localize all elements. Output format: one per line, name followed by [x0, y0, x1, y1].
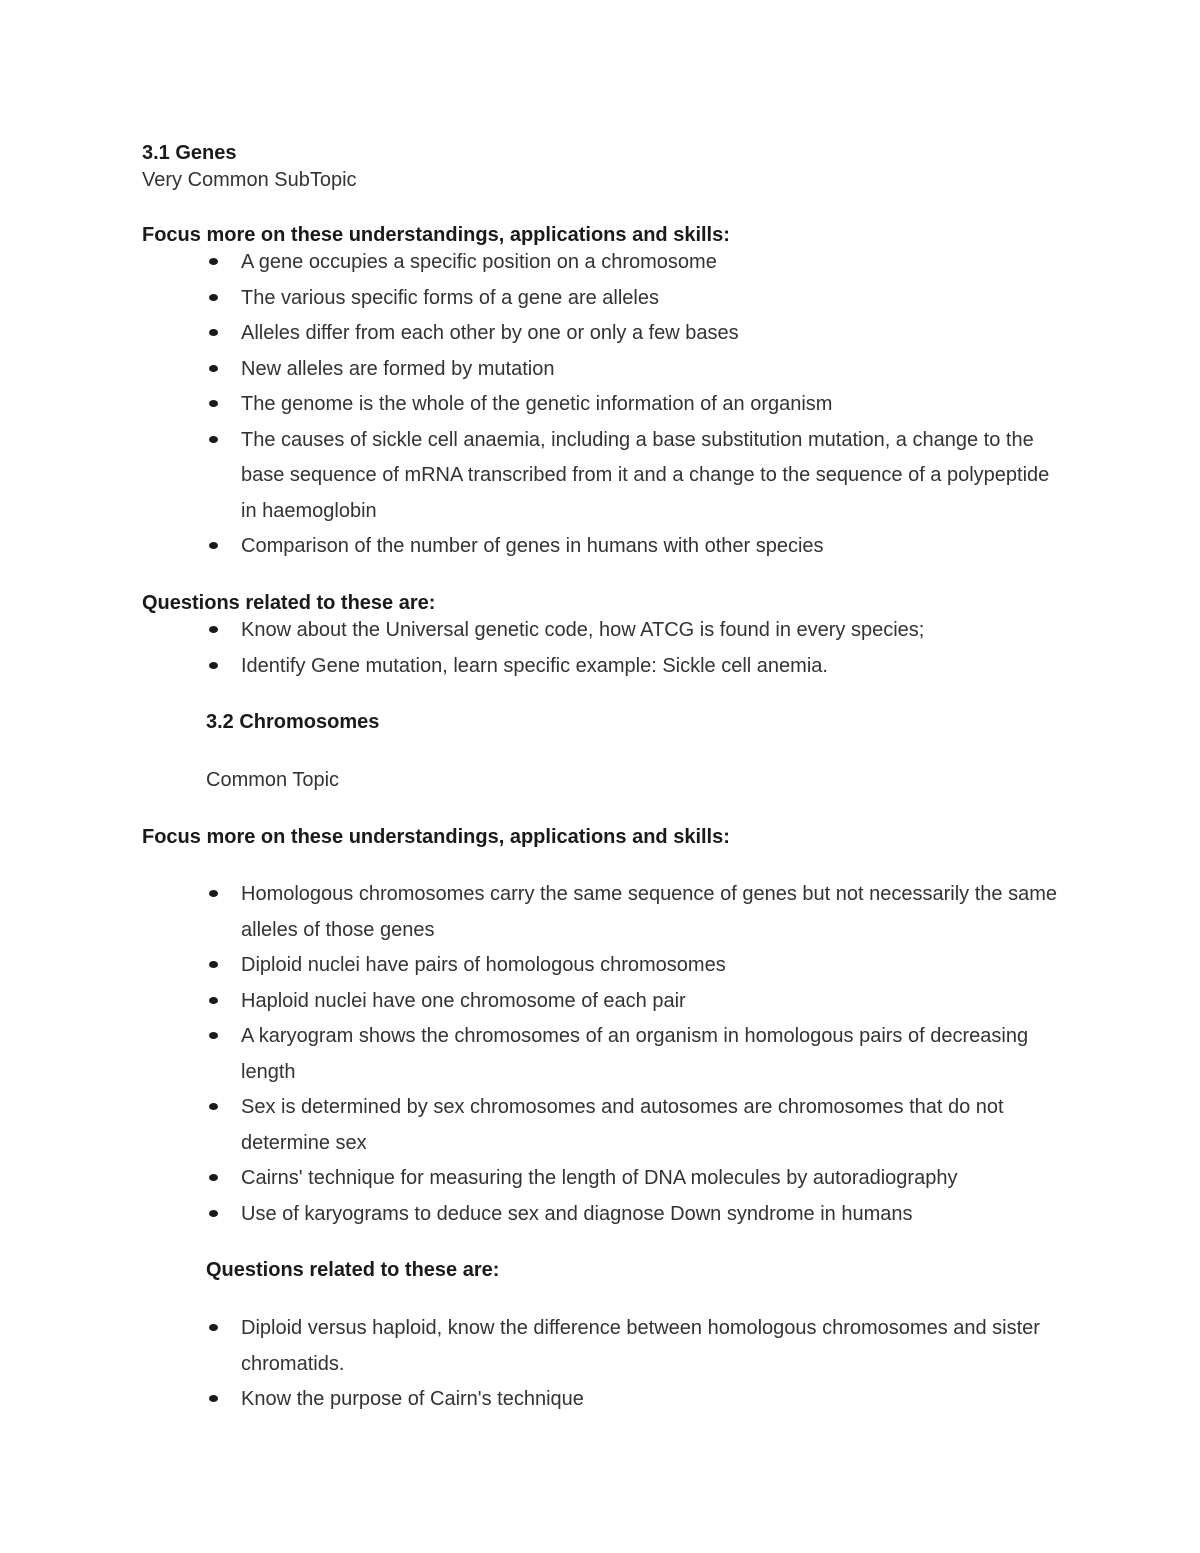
- focus-heading-genes: Focus more on these understandings, applications and skills:: [142, 224, 730, 246]
- list-item: Cairns' technique for measuring the length of DNA molecules by autoradiography: [206, 1161, 1066, 1197]
- section-title-genes: 3.1 Genes: [142, 142, 237, 164]
- list-item: Identify Gene mutation, learn specific example: Sickle cell anemia.: [206, 649, 1066, 685]
- list-item: Homologous chromosomes carry the same sequence of genes but not necessarily the same alleles of those genes: [206, 877, 1066, 948]
- bullet-icon: [209, 890, 218, 897]
- bullet-icon: [209, 436, 218, 443]
- questions-heading-genes: Questions related to these are:: [142, 592, 436, 614]
- bullet-icon: [209, 329, 218, 336]
- list-item: The various specific forms of a gene are alleles: [206, 281, 1066, 317]
- bullet-icon: [209, 1324, 218, 1331]
- list-item: Sex is determined by sex chromosomes and autosomes are chromosomes that do not determine sex: [206, 1090, 1066, 1161]
- focus-heading-chromosomes: Focus more on these understandings, applications and skills:: [142, 826, 730, 848]
- bullet-icon: [209, 662, 218, 669]
- bullet-icon: [209, 626, 218, 633]
- list-item: Know the purpose of Cairn's technique: [206, 1382, 1066, 1418]
- list-item: New alleles are formed by mutation: [206, 352, 1066, 388]
- bullet-icon: [209, 258, 218, 265]
- section-subtitle-chromosomes: Common Topic: [206, 769, 340, 791]
- list-item: Diploid versus haploid, know the difference between homologous chromosomes and sister chromatids.: [206, 1311, 1066, 1382]
- list-item: Diploid nuclei have pairs of homologous chromosomes: [206, 948, 1066, 984]
- focus-list-genes: [206, 245, 1066, 565]
- bullet-icon: [209, 1210, 218, 1217]
- bullet-icon: [209, 1032, 218, 1039]
- section-subtitle-genes: Very Common SubTopic: [142, 169, 357, 191]
- list-item: The genome is the whole of the genetic information of an organism: [206, 387, 1066, 423]
- questions-heading-chromosomes: Questions related to these are:: [206, 1259, 500, 1281]
- list-item: Alleles differ from each other by one or only a few bases: [206, 316, 1066, 352]
- focus-list-chromosomes: [206, 877, 1066, 1232]
- list-item: Comparison of the number of genes in humans with other species: [206, 529, 1066, 565]
- bullet-icon: [209, 1103, 218, 1110]
- bullet-icon: [209, 400, 218, 407]
- list-item: Haploid nuclei have one chromosome of each pair: [206, 984, 1066, 1020]
- section-title-chromosomes: 3.2 Chromosomes: [206, 711, 380, 733]
- bullet-icon: [209, 542, 218, 549]
- list-item: A karyogram shows the chromosomes of an organism in homologous pairs of decreasing length: [206, 1019, 1066, 1090]
- bullet-icon: [209, 1395, 218, 1402]
- bullet-icon: [209, 1174, 218, 1181]
- list-item: A gene occupies a specific position on a chromosome: [206, 245, 1066, 281]
- bullet-icon: [209, 365, 218, 372]
- questions-list-genes: [206, 613, 1066, 684]
- list-item: Know about the Universal genetic code, how ATCG is found in every species;: [206, 613, 1066, 649]
- list-item: The causes of sickle cell anaemia, including a base substitution mutation, a change to the base sequence of mRNA transcribed from it and a change to the sequence of a polypeptide in haemoglobin: [206, 423, 1066, 530]
- bullet-icon: [209, 294, 218, 301]
- bullet-icon: [209, 997, 218, 1004]
- questions-list-chromosomes: [206, 1311, 1066, 1418]
- list-item: Use of karyograms to deduce sex and diagnose Down syndrome in humans: [206, 1197, 1066, 1233]
- bullet-icon: [209, 961, 218, 968]
